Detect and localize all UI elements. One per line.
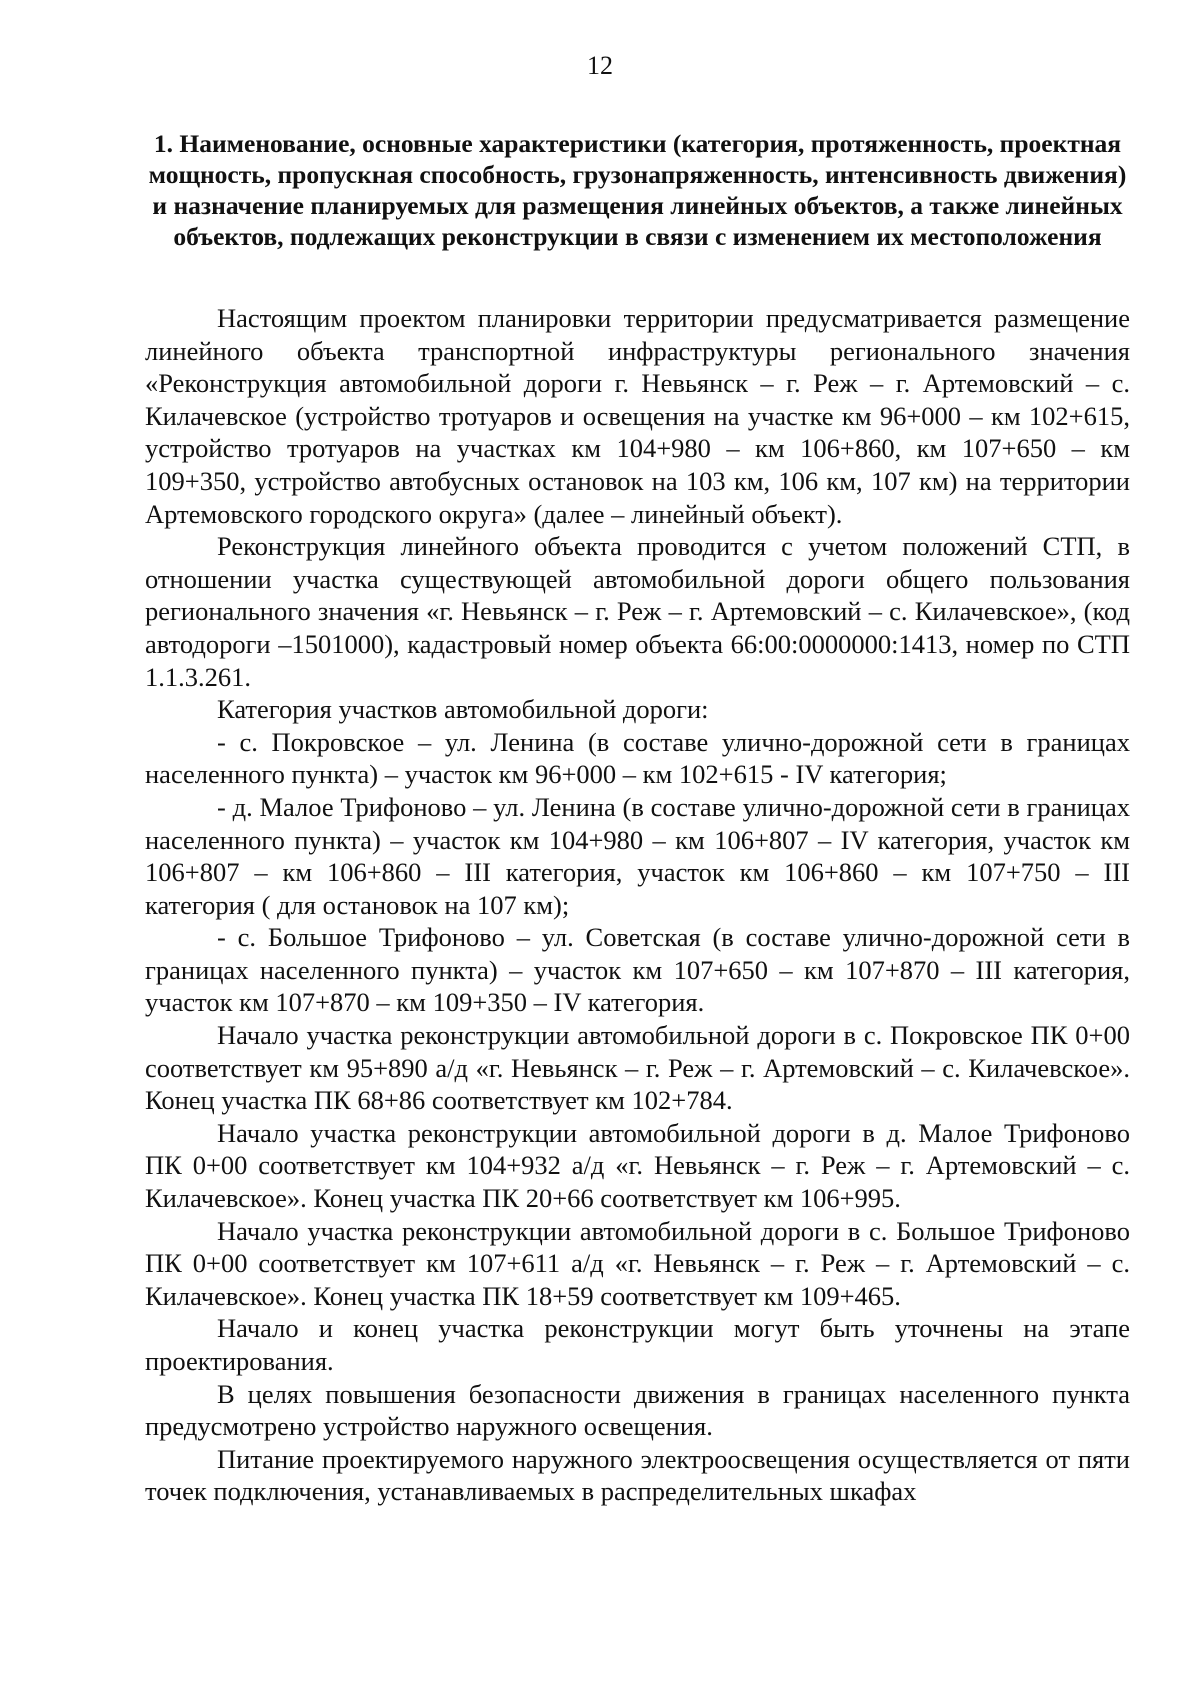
paragraph-clarification: Начало и конец участка реконструкции могут быть уточнены на этапе проектирования.: [145, 1313, 1130, 1376]
list-item-pokrovskoe: - с. Покровское – ул. Ленина (в составе улично-дорожной сети в границах населенного пункта) – участок км 96+000 – км 102+615 - IV категория;: [145, 726, 1130, 790]
list-item-bolshoe-trifonovo: - с. Большое Трифоново – ул. Советская (в составе улично-дорожной сети в границах населенного пункта) – участок км 107+650 – км 107+870 – III категория, участок км 107+870 – км 109+350 – IV категория.: [145, 922, 1130, 1018]
page-number: 12: [587, 51, 613, 80]
paragraph-start-pokrovskoe: Начало участка реконструкции автомобильной дороги в с. Покровское ПК 0+00 соответствует км 95+890 а/д «г. Невьянск – г. Реж – г. Артемовский – с. Килачевское». Конец участка ПК 68+86 соответствует км 102+784.: [145, 1020, 1130, 1116]
document-body: [145, 302, 1130, 1508]
paragraph-categories-title: Категория участков автомобильной дороги:: [217, 694, 709, 725]
paragraph-start-bolshoe-trifonovo: Начало участка реконструкции автомобильной дороги в с. Большое Трифоново ПК 0+00 соответствует км 107+611 а/д «г. Невьянск – г. Реж – г. Артемовский – с. Килачевское». Конец участка ПК 18+59 соответствует км 109+465.: [145, 1215, 1130, 1311]
paragraph-intro: Настоящим проектом планировки территории предусматривается размещение линейного объекта транспортной инфраструктуры регионального значения «Реконструкция автомобильной дороги г. Невьянск – г. Реж – г. Артемовский – с. Килачевское (устройство тротуаров и освещения на участке км 96+000 – км 102+615, устройство тротуаров на участках км 104+980 – км 106+860, км 107+650 – км 109+350, устройство автобусных остановок на 103 км, 106 км, 107 км) на территории Артемовского городского округа» (далее – линейный объект).: [145, 303, 1130, 529]
paragraph-lighting: В целях повышения безопасности движения в границах населенного пункта предусмотрено устройство наружного освещения.: [145, 1378, 1130, 1442]
paragraph-power-supply: Питание проектируемого наружного электроосвещения осуществляется от пяти точек подключения, устанавливаемых в распределительных шкафах: [145, 1443, 1130, 1507]
section-heading: 1. Наименование, основные характеристики (категория, протяженность, проектная мощность, пропускная способность, грузонапряженность, интенсивность движения) и назначение планируемых для размещения линейных объектов, а также линейных объектов, подлежащих реконструкции в связи с изменением их местоположения: [148, 129, 1127, 251]
list-item-maloe-trifonovo: - д. Малое Трифоново – ул. Ленина (в составе улично-дорожной сети в границах населенного пункта) – участок км 104+980 – км 106+807 – IV категория, участок км 106+807 – км 106+860 – III категория, участок км 106+860 – км 107+750 – III категория ( для остановок на 107 км);: [145, 791, 1130, 920]
paragraph-reconstruction: Реконструкция линейного объекта проводится с учетом положений СТП, в отношении участка существующей автомобильной дороги общего пользования регионального значения «г. Невьянск – г. Реж – г. Артемовский – с. Килачевское», (код автодороги –1501000), кадастровый номер объекта 66:00:0000000:1413, номер по СТП 1.1.3.261.: [145, 531, 1130, 692]
paragraph-start-maloe-trifonovo: Начало участка реконструкции автомобильной дороги в д. Малое Трифоново ПК 0+00 соответствует км 104+932 а/д «г. Невьянск – г. Реж – г. Артемовский – с. Килачевское». Конец участка ПК 20+66 соответствует км 106+995.: [145, 1117, 1130, 1214]
